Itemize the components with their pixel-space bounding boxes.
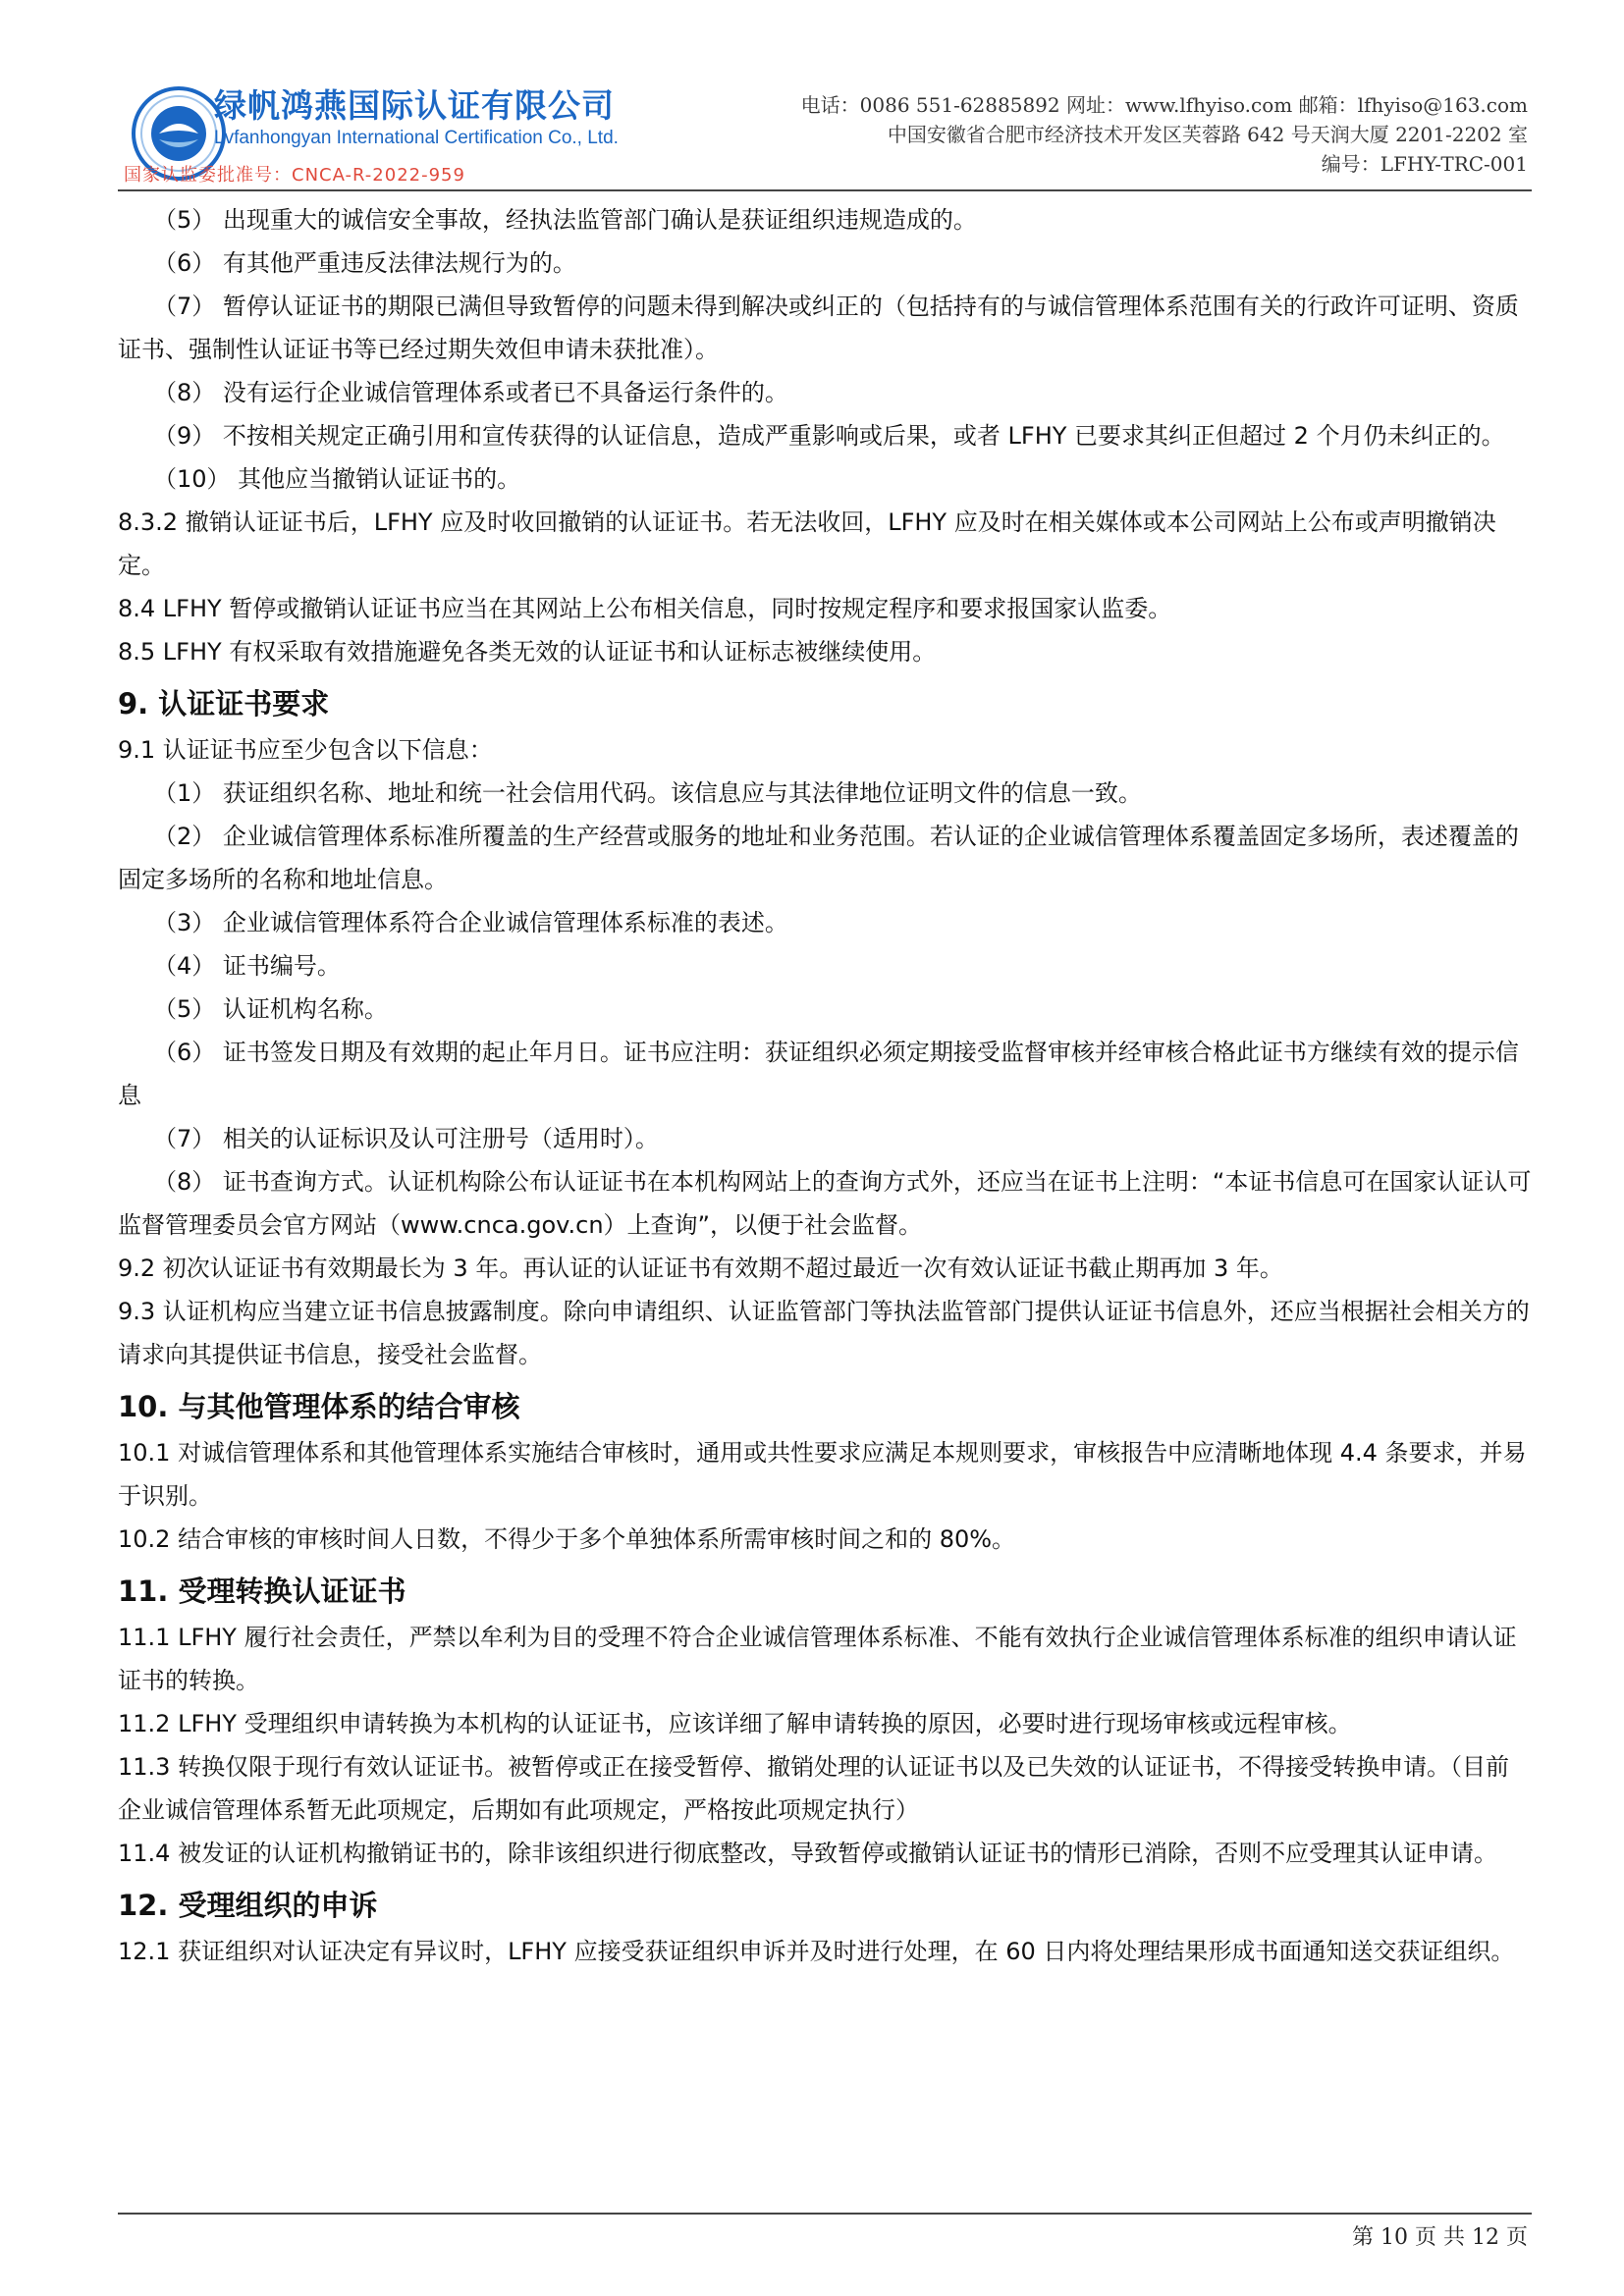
paragraph: （6） 证书签发日期及有效期的起止年月日。证书应注明：获证组织必须定期接受监督审核并经审核合格此证书方继续有效的提示信息 <box>118 1039 1519 1109</box>
paragraph: 11.2 LFHY 受理组织申请转换为本机构的认证证书，应该详细了解申请转换的原因，必要时进行现场审核或远程审核。 <box>118 1710 1352 1737</box>
paragraph: 11.1 LFHY 履行社会责任，严禁以牟利为目的受理不符合企业诚信管理体系标准、不能有效执行企业诚信管理体系标准的组织申请认证证书的转换。 <box>118 1624 1517 1694</box>
page-number: 第 10 页 共 12 页 <box>1352 2225 1528 2250</box>
paragraph: （4） 证书编号。 <box>153 952 341 980</box>
section-heading: 11. 受理转换认证证书 <box>118 1575 406 1608</box>
company-name-cn: 绿帆鸿燕国际认证有限公司 <box>214 86 615 125</box>
paragraph: （6） 有其他严重违反法律法规行为的。 <box>153 249 576 277</box>
page-header <box>118 79 1532 188</box>
paragraph: （7） 相关的认证标识及认可注册号（适用时）。 <box>153 1125 659 1152</box>
paragraph: 11.3 转换仅限于现行有效认证证书。被暂停或正在接受暂停、撤销处理的认证证书以及已失效的认证证书，不得接受转换申请。（目前企业诚信管理体系暂无此项规定，后期如有此项规定，严格按此项规定执行） <box>118 1753 1510 1824</box>
footer-divider <box>118 2213 1532 2215</box>
section-heading: 10. 与其他管理体系的结合审核 <box>118 1390 520 1423</box>
paragraph: 8.5 LFHY 有权采取有效措施避免各类无效的认证证书和认证标志被继续使用。 <box>118 638 937 666</box>
paragraph: 9.3 认证机构应当建立证书信息披露制度。除向申请组织、认证监管部门等执法监管部门提供认证证书信息外，还应当根据社会相关方的请求向其提供证书信息，接受社会监督。 <box>118 1298 1530 1368</box>
paragraph: 9.2 初次认证证书有效期最长为 3 年。再认证的认证证书有效期不超过最近一次有效认证证书截止期再加 3 年。 <box>118 1255 1283 1282</box>
paragraph: （5） 出现重大的诚信安全事故，经执法监管部门确认是获证组织违规造成的。 <box>153 206 977 234</box>
paragraph: 12.1 获证组织对认证决定有异议时，LFHY 应接受获证组织申诉并及时进行处理，在 60 日内将处理结果形成书面通知送交获证组织。 <box>118 1938 1515 1965</box>
paragraph: 8.4 LFHY 暂停或撤销认证证书应当在其网站上公布相关信息，同时按规定程序和要求报国家认监委。 <box>118 595 1172 622</box>
paragraph: （9） 不按相关规定正确引用和宣传获得的认证信息，造成严重影响或后果，或者 LFHY 已要求其纠正但超过 2 个月仍未纠正的。 <box>153 422 1505 450</box>
contact-line: 电话：0086 551-62885892 网址：www.lfhyiso.com 邮箱：lfhyiso@163.com <box>800 93 1528 117</box>
address-line: 中国安徽省合肥市经济技术开发区芙蓉路 642 号天润大厦 2201-2202 室 <box>887 123 1528 146</box>
approval-number: 国家认监委批准号：CNCA-R-2022-959 <box>124 165 465 186</box>
paragraph: （8） 证书查询方式。认证机构除公布认证证书在本机构网站上的查询方式外，还应当在证书上注明：“本证书信息可在国家认证认可监督管理委员会官方网站（www.cnca.gov.cn）上查询”，以便于社会监督。 <box>118 1168 1532 1239</box>
paragraph: 11.4 被发证的认证机构撤销证书的，除非该组织进行彻底整改，导致暂停或撤销认证证书的情形已消除，否则不应受理其认证申请。 <box>118 1840 1498 1867</box>
paragraph: （8） 没有运行企业诚信管理体系或者已不具备运行条件的。 <box>153 379 788 406</box>
paragraph: 10.2 结合审核的审核时间人日数，不得少于多个单独体系所需审核时间之和的 80%。 <box>118 1525 1016 1553</box>
document-number: 编号：LFHY-TRC-001 <box>1321 152 1528 176</box>
document-body <box>118 198 1532 1973</box>
company-name-en: Lvfanhongyan International Certification Co., Ltd. <box>214 128 619 148</box>
section-heading: 12. 受理组织的申诉 <box>118 1889 378 1922</box>
contact-block <box>801 90 1528 179</box>
paragraph: 10.1 对诚信管理体系和其他管理体系实施结合审核时，通用或共性要求应满足本规则要求，审核报告中应清晰地体现 4.4 条要求，并易于识别。 <box>118 1439 1527 1510</box>
section-heading: 9. 认证证书要求 <box>118 687 330 721</box>
header-divider <box>118 189 1532 191</box>
paragraph: （5） 认证机构名称。 <box>153 995 388 1023</box>
paragraph: （10） 其他应当撤销认证证书的。 <box>153 465 521 493</box>
paragraph: 9.1 认证证书应至少包含以下信息： <box>118 736 493 764</box>
paragraph: （1） 获证组织名称、地址和统一社会信用代码。该信息应与其法律地位证明文件的信息一致。 <box>153 779 1142 807</box>
paragraph: （3） 企业诚信管理体系符合企业诚信管理体系标准的表述。 <box>153 909 788 936</box>
paragraph: 8.3.2 撤销认证证书后，LFHY 应及时收回撤销的认证证书。若无法收回，LFHY 应及时在相关媒体或本公司网站上公布或声明撤销决定。 <box>118 508 1496 579</box>
paragraph: （7） 暂停认证证书的期限已满但导致暂停的问题未得到解决或纠正的（包括持有的与诚信管理体系范围有关的行政许可证明、资质证书、强制性认证证书等已经过期失效但申请未获批准）。 <box>118 293 1519 363</box>
paragraph: （2） 企业诚信管理体系标准所覆盖的生产经营或服务的地址和业务范围。若认证的企业诚信管理体系覆盖固定多场所，表述覆盖的固定多场所的名称和地址信息。 <box>118 823 1519 893</box>
